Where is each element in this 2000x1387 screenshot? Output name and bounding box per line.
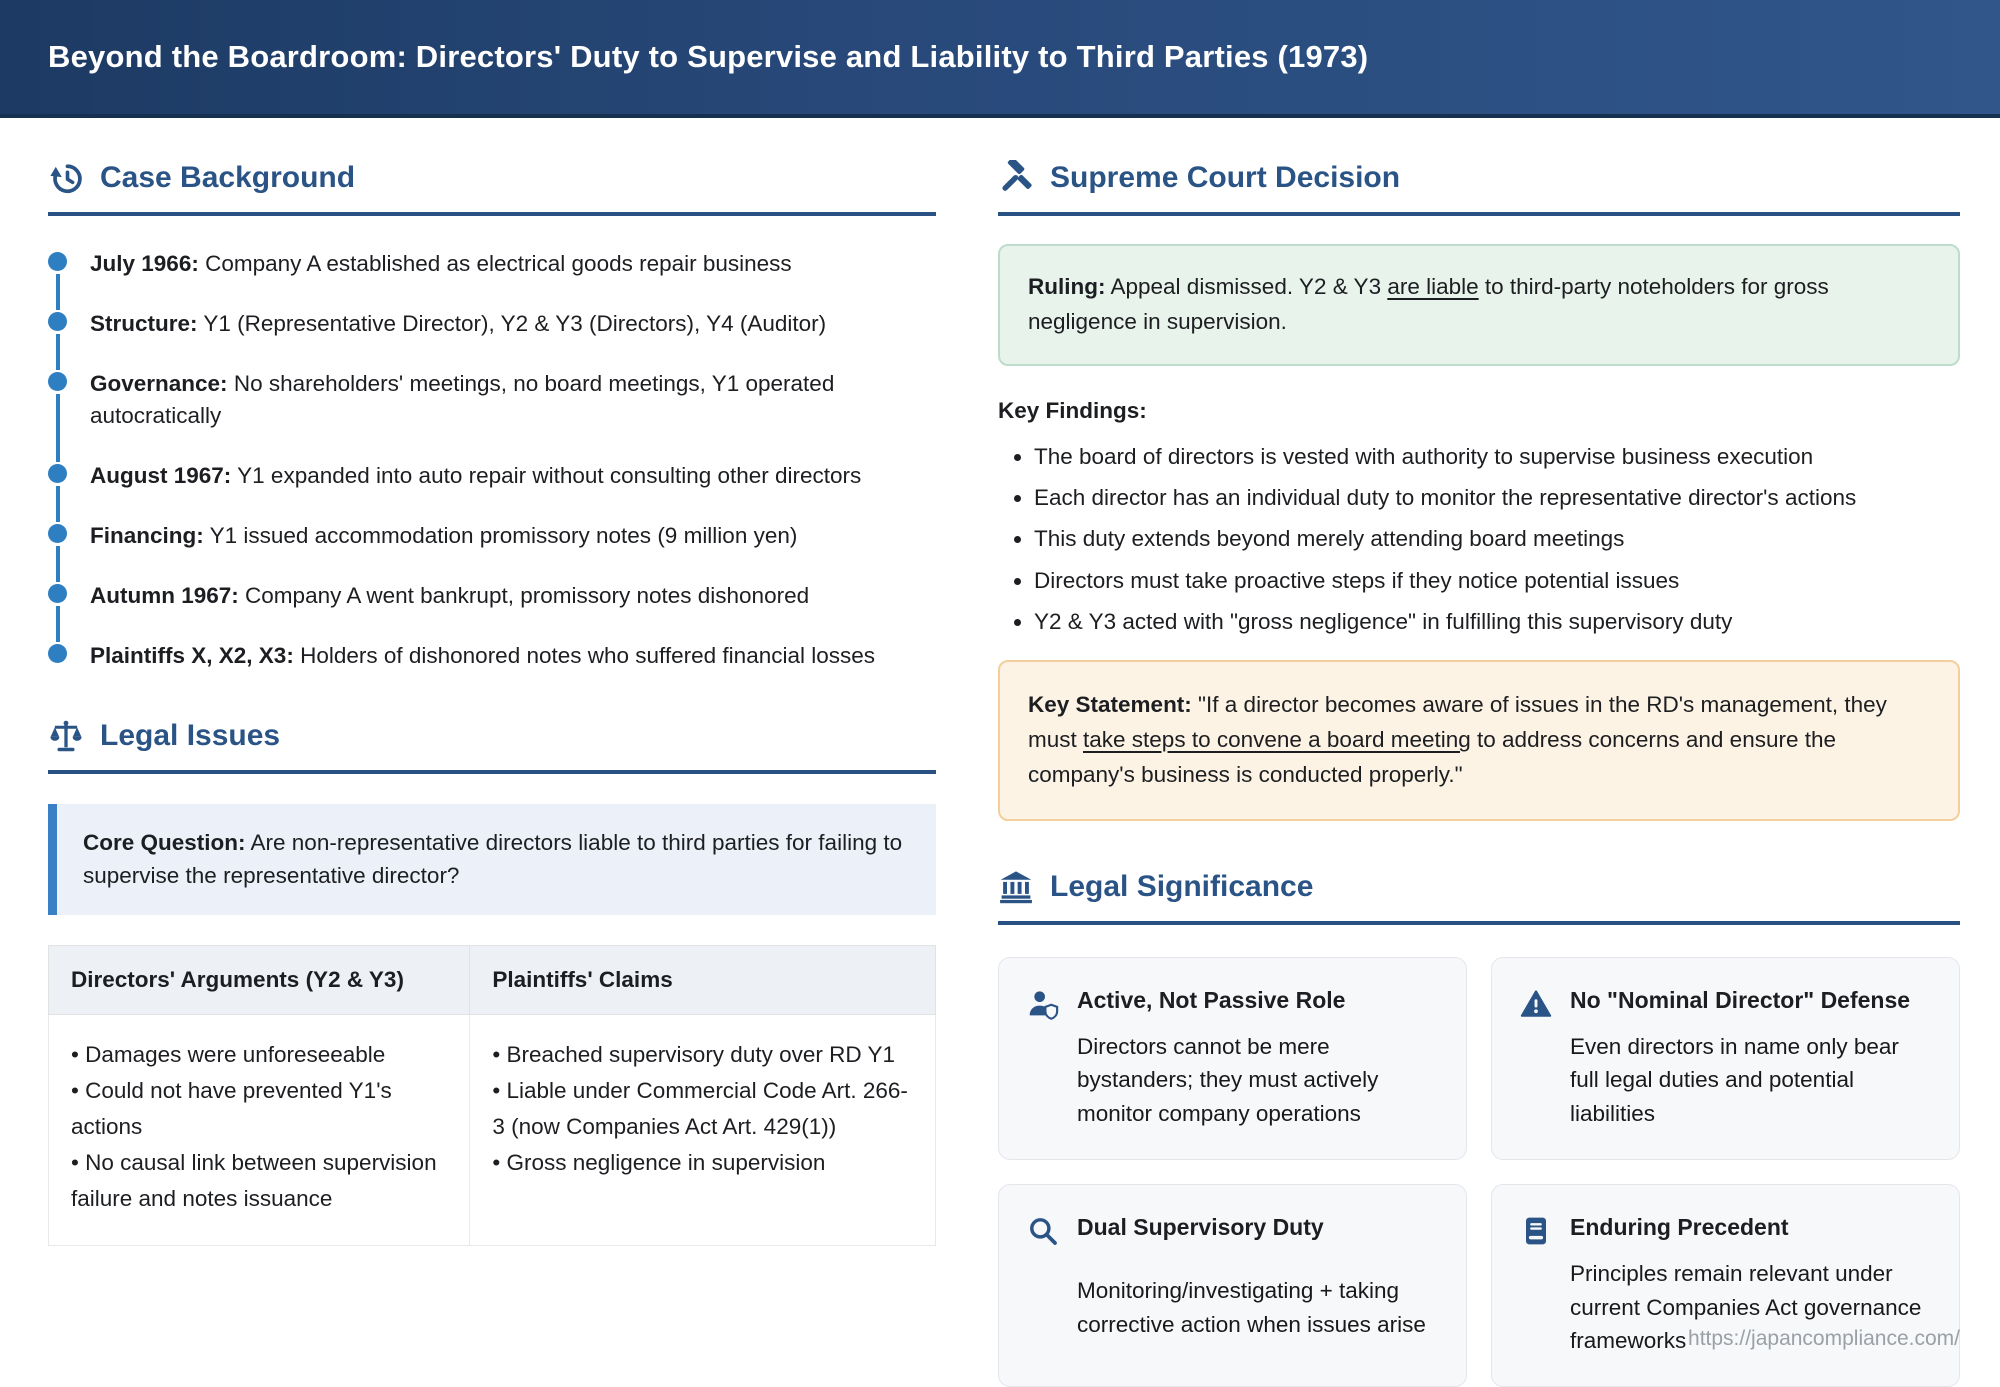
case-background-header	[48, 160, 936, 196]
card-title: Dual Supervisory Duty	[1077, 1213, 1324, 1240]
gavel-icon	[998, 160, 1034, 196]
legal-issues-header	[48, 718, 936, 754]
core-question-box	[48, 804, 936, 916]
key-statement-label: Key Statement:	[1028, 692, 1192, 717]
section-divider	[998, 921, 1960, 925]
section-divider	[48, 212, 936, 216]
scales-icon	[48, 718, 84, 754]
timeline-item: Autumn 1967: Company A went bankrupt, promissory notes dishonored	[48, 580, 936, 640]
legal-issues-section	[48, 718, 936, 1247]
core-question-text: Are non-representative directors liable to third parties for failing to supervise the representative director?	[83, 829, 903, 889]
card-title: Active, Not Passive Role	[1077, 986, 1346, 1013]
history-icon	[48, 160, 84, 196]
significance-cards	[998, 957, 1960, 1387]
section-divider	[48, 770, 936, 774]
book-icon	[1520, 1215, 1552, 1247]
card-enduring-precedent	[1491, 1184, 1960, 1387]
case-timeline	[48, 248, 936, 700]
timeline-item: Financing: Y1 issued accommodation promissory notes (9 million yen)	[48, 520, 936, 580]
footer-url: https://japancompliance.com/	[1688, 1327, 1960, 1350]
timeline-item: July 1966: Company A established as electrical goods repair business	[48, 248, 936, 308]
legal-significance-title: Legal Significance	[1050, 869, 1314, 903]
page-title: Beyond the Boardroom: Directors' Duty to Supervise and Liability to Third Parties (1973)	[48, 39, 1369, 74]
statement-underlined-text: take steps to convene a board meeting	[1083, 726, 1471, 752]
timeline-item: Governance: No shareholders' meetings, no board meetings, Y1 operated autocratically	[48, 368, 936, 460]
card-body: Principles remain relevant under current Companies Act governance frameworks	[1570, 1260, 1922, 1354]
card-body: Even directors in name only bear full legal duties and potential liabilities	[1570, 1033, 1899, 1127]
key-finding-item: • Each director has an individual duty to monitor the representative director's actions	[1034, 483, 1960, 512]
card-active-role	[998, 957, 1467, 1160]
ruling-underlined-text: are liable	[1387, 274, 1479, 299]
table-row	[49, 1015, 936, 1246]
page-header	[0, 0, 2000, 118]
table-header-plaintiffs: Plaintiffs' Claims	[470, 946, 936, 1015]
card-no-nominal-defense	[1491, 957, 1960, 1160]
warning-icon	[1520, 988, 1552, 1020]
user-shield-icon	[1027, 988, 1059, 1020]
key-findings-list	[1034, 442, 1960, 636]
timeline-item: Structure: Y1 (Representative Director), Y2 & Y3 (Directors), Y4 (Auditor)	[48, 308, 936, 368]
key-statement-box: Key Statement: "If a director becomes aware of issues in the RD's management, they must take steps to convene a board meeting to address concerns and ensure the company's business is conducted properly."	[998, 660, 1960, 821]
directors-arguments-cell: • Damages were unforeseeable • Could not have prevented Y1's actions • No causal link between supervision failure and notes issuance	[49, 1015, 470, 1246]
key-finding-item: • The board of directors is vested with authority to supervise business execution	[1034, 442, 1960, 471]
left-column	[48, 160, 936, 1246]
key-finding-item: • This duty extends beyond merely attending board meetings	[1034, 524, 1960, 553]
supreme-court-header	[998, 160, 1960, 196]
bank-icon	[998, 869, 1034, 905]
supreme-court-section	[998, 160, 1960, 821]
case-background-title: Case Background	[100, 161, 356, 194]
key-findings-label: Key Findings:	[998, 397, 1147, 423]
legal-significance-header	[998, 869, 1960, 905]
card-title: No "Nominal Director" Defense	[1570, 986, 1911, 1013]
arguments-table	[48, 945, 936, 1246]
core-question-label: Core Question:	[83, 829, 246, 855]
main-content	[0, 118, 2000, 1387]
legal-issues-title: Legal Issues	[100, 718, 281, 752]
plaintiffs-claims-cell: • Breached supervisory duty over RD Y1 • Liable under Commercial Code Art. 266-3 (now Companies Act Art. 429(1)) • Gross negligence in supervision	[470, 1015, 936, 1246]
timeline-item: August 1967: Y1 expanded into auto repair without consulting other directors	[48, 460, 936, 520]
card-body: Directors cannot be mere bystanders; they must actively monitor company operations	[1077, 1033, 1379, 1127]
key-finding-item: • Y2 & Y3 acted with "gross negligence" in fulfilling this supervisory duty	[1034, 607, 1960, 636]
case-background-section	[48, 160, 936, 700]
timeline-item: Plaintiffs X, X2, X3: Holders of dishonored notes who suffered financial losses	[48, 640, 936, 700]
section-divider	[998, 212, 1960, 216]
card-body: Monitoring/investigating + taking corrective action when issues arise	[1077, 1277, 1426, 1337]
card-title: Enduring Precedent	[1570, 1213, 1789, 1240]
legal-significance-section	[998, 869, 1960, 1387]
ruling-label: Ruling:	[1028, 274, 1106, 299]
card-dual-duty	[998, 1184, 1467, 1387]
right-column	[998, 160, 1960, 1387]
table-header-directors: Directors' Arguments (Y2 & Y3)	[49, 946, 470, 1015]
ruling-box: Ruling: Appeal dismissed. Y2 & Y3 are liable to third-party noteholders for gross negligence in supervision.	[998, 244, 1960, 366]
key-finding-item: • Directors must take proactive steps if they notice potential issues	[1034, 566, 1960, 595]
magnifier-icon	[1027, 1215, 1059, 1247]
supreme-court-title: Supreme Court Decision	[1050, 161, 1401, 194]
